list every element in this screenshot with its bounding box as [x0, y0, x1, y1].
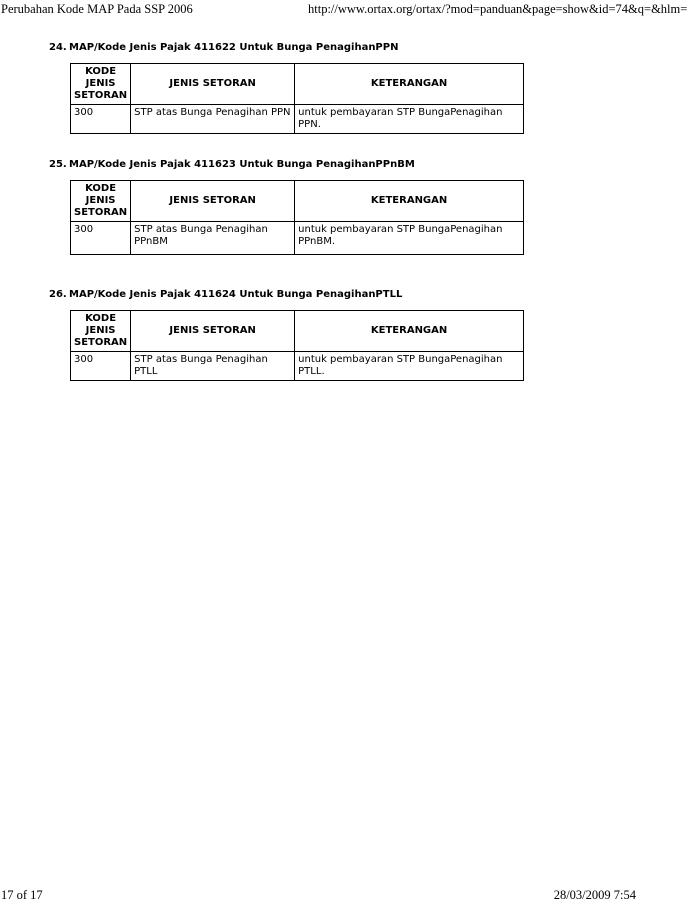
cell-kode: 300 — [71, 352, 131, 381]
col-jenis-header: JENIS SETORAN — [131, 64, 295, 105]
cell-jenis: STP atas Bunga Penagihan PTLL — [131, 352, 295, 381]
col-keterangan-header: KETERANGAN — [295, 64, 524, 105]
page-footer — [0, 886, 638, 904]
col-jenis-header: JENIS SETORAN — [131, 181, 295, 222]
section-title — [49, 289, 402, 300]
cell-keterangan: untuk pembayaran STP BungaPenagihan PPN. — [295, 105, 524, 134]
map-table — [70, 180, 524, 255]
print-timestamp: 28/03/2009 7:54 — [553, 888, 636, 902]
section-number: 24. — [49, 42, 67, 53]
cell-keterangan: untuk pembayaran STP BungaPenagihan PPnBM. — [295, 222, 524, 255]
table-row — [71, 352, 524, 381]
table-row — [71, 222, 524, 255]
table-header-row — [71, 181, 524, 222]
section-title — [49, 42, 398, 53]
col-keterangan-header: KETERANGAN — [295, 181, 524, 222]
col-kode-header: KODE JENIS SETORAN — [71, 64, 131, 105]
section-heading: MAP/Kode Jenis Pajak 411624 Untuk Bunga PenagihanPTLL — [69, 289, 403, 300]
map-table — [70, 310, 524, 381]
cell-keterangan: untuk pembayaran STP BungaPenagihan PTLL. — [295, 352, 524, 381]
page-header — [0, 0, 687, 18]
cell-kode: 300 — [71, 105, 131, 134]
table-header-row — [71, 311, 524, 352]
col-jenis-header: JENIS SETORAN — [131, 311, 295, 352]
map-table — [70, 63, 524, 134]
col-keterangan-header: KETERANGAN — [295, 311, 524, 352]
col-kode-header: KODE JENIS SETORAN — [71, 181, 131, 222]
header-title: Perubahan Kode MAP Pada SSP 2006 — [1, 2, 193, 16]
cell-kode: 300 — [71, 222, 131, 255]
cell-jenis: STP atas Bunga Penagihan PPnBM — [131, 222, 295, 255]
section-heading: MAP/Kode Jenis Pajak 411622 Untuk Bunga PenagihanPPN — [69, 42, 399, 53]
table-row — [71, 105, 524, 134]
section-number: 26. — [49, 289, 67, 300]
col-kode-header: KODE JENIS SETORAN — [71, 311, 131, 352]
cell-jenis: STP atas Bunga Penagihan PPN — [131, 105, 295, 134]
header-url: http://www.ortax.org/ortax/?mod=panduan&page=show&id=74&q=&hlm= — [308, 2, 687, 16]
page-count: 17 of 17 — [1, 888, 43, 902]
section-heading: MAP/Kode Jenis Pajak 411623 Untuk Bunga PenagihanPPnBM — [69, 159, 415, 170]
table-header-row — [71, 64, 524, 105]
section-title — [49, 159, 415, 170]
section-number: 25. — [49, 159, 67, 170]
